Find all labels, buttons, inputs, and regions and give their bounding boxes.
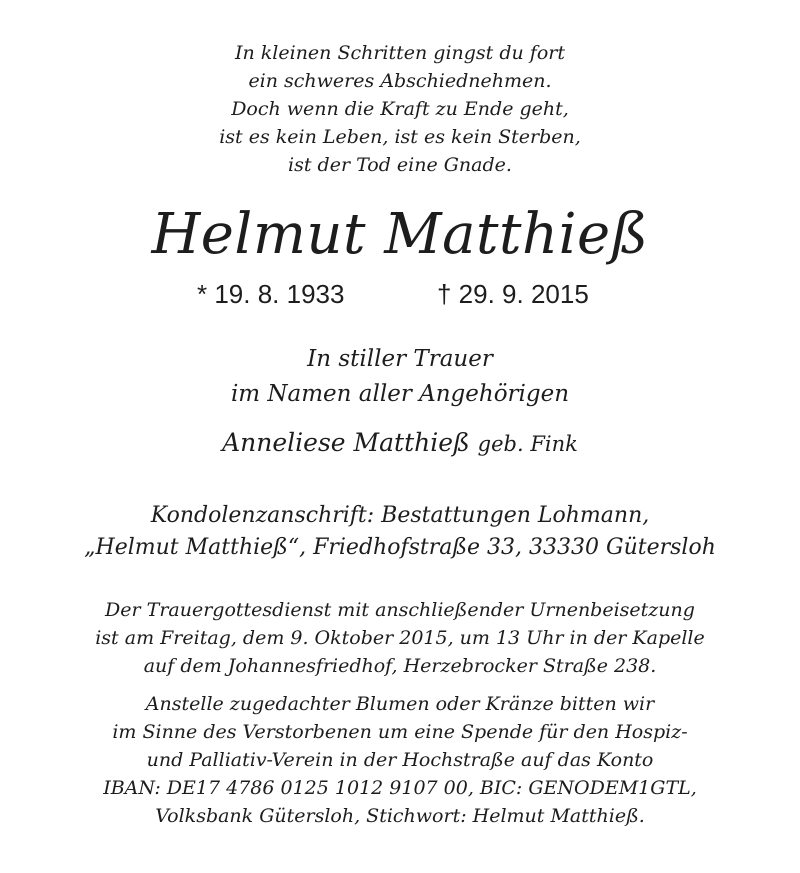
death-date: † 29. 9. 2015 xyxy=(437,279,589,309)
signer xyxy=(0,428,800,457)
birth-date: * 19. 8. 1933 xyxy=(197,279,345,309)
donation-line: Volksbank Gütersloh, Stichwort: Helmut Matthieß. xyxy=(155,805,645,827)
donation-line: im Sinne des Verstorbenen um eine Spende für den Hospiz- xyxy=(112,721,688,743)
condolence-address-line: „Helmut Matthieß“, Friedhofstraße 33, 33330 Gütersloh xyxy=(84,535,716,560)
signer-maiden-name: geb. Fink xyxy=(477,432,578,456)
poem-line: ist der Tod eine Gnade. xyxy=(288,154,512,176)
donation-line: Anstelle zugedachter Blumen oder Kränze bitten wir xyxy=(145,693,655,715)
service-line: Der Trauergottesdienst mit anschließender Urnenbeisetzung xyxy=(105,599,695,621)
life-dates xyxy=(0,279,800,311)
mourning-line: im Namen aller Angehörigen xyxy=(230,381,570,407)
signer-name: Anneliese Matthieß xyxy=(222,428,470,457)
donation-line: und Palliativ-Verein in der Hochstraße auf das Konto xyxy=(146,749,654,771)
deceased-name: Helmut Matthieß xyxy=(151,202,649,267)
poem-line: ist es kein Leben, ist es kein Sterben, xyxy=(219,126,581,148)
poem-line: Doch wenn die Kraft zu Ende geht, xyxy=(231,98,569,120)
poem-line: ein schweres Abschiednehmen. xyxy=(248,70,552,92)
service-line: auf dem Johannesfriedhof, Herzebrocker Straße 238. xyxy=(143,655,657,677)
poem-line: In kleinen Schritten gingst du fort xyxy=(235,42,565,64)
service-line: ist am Freitag, dem 9. Oktober 2015, um 13 Uhr in der Kapelle xyxy=(95,627,705,649)
donation-line: IBAN: DE17 4786 0125 1012 9107 00, BIC: GENODEM1GTL, xyxy=(103,777,697,799)
condolence-address-line: Kondolenzanschrift: Bestattungen Lohmann, xyxy=(150,503,650,528)
mourning-line: In stiller Trauer xyxy=(307,346,493,372)
